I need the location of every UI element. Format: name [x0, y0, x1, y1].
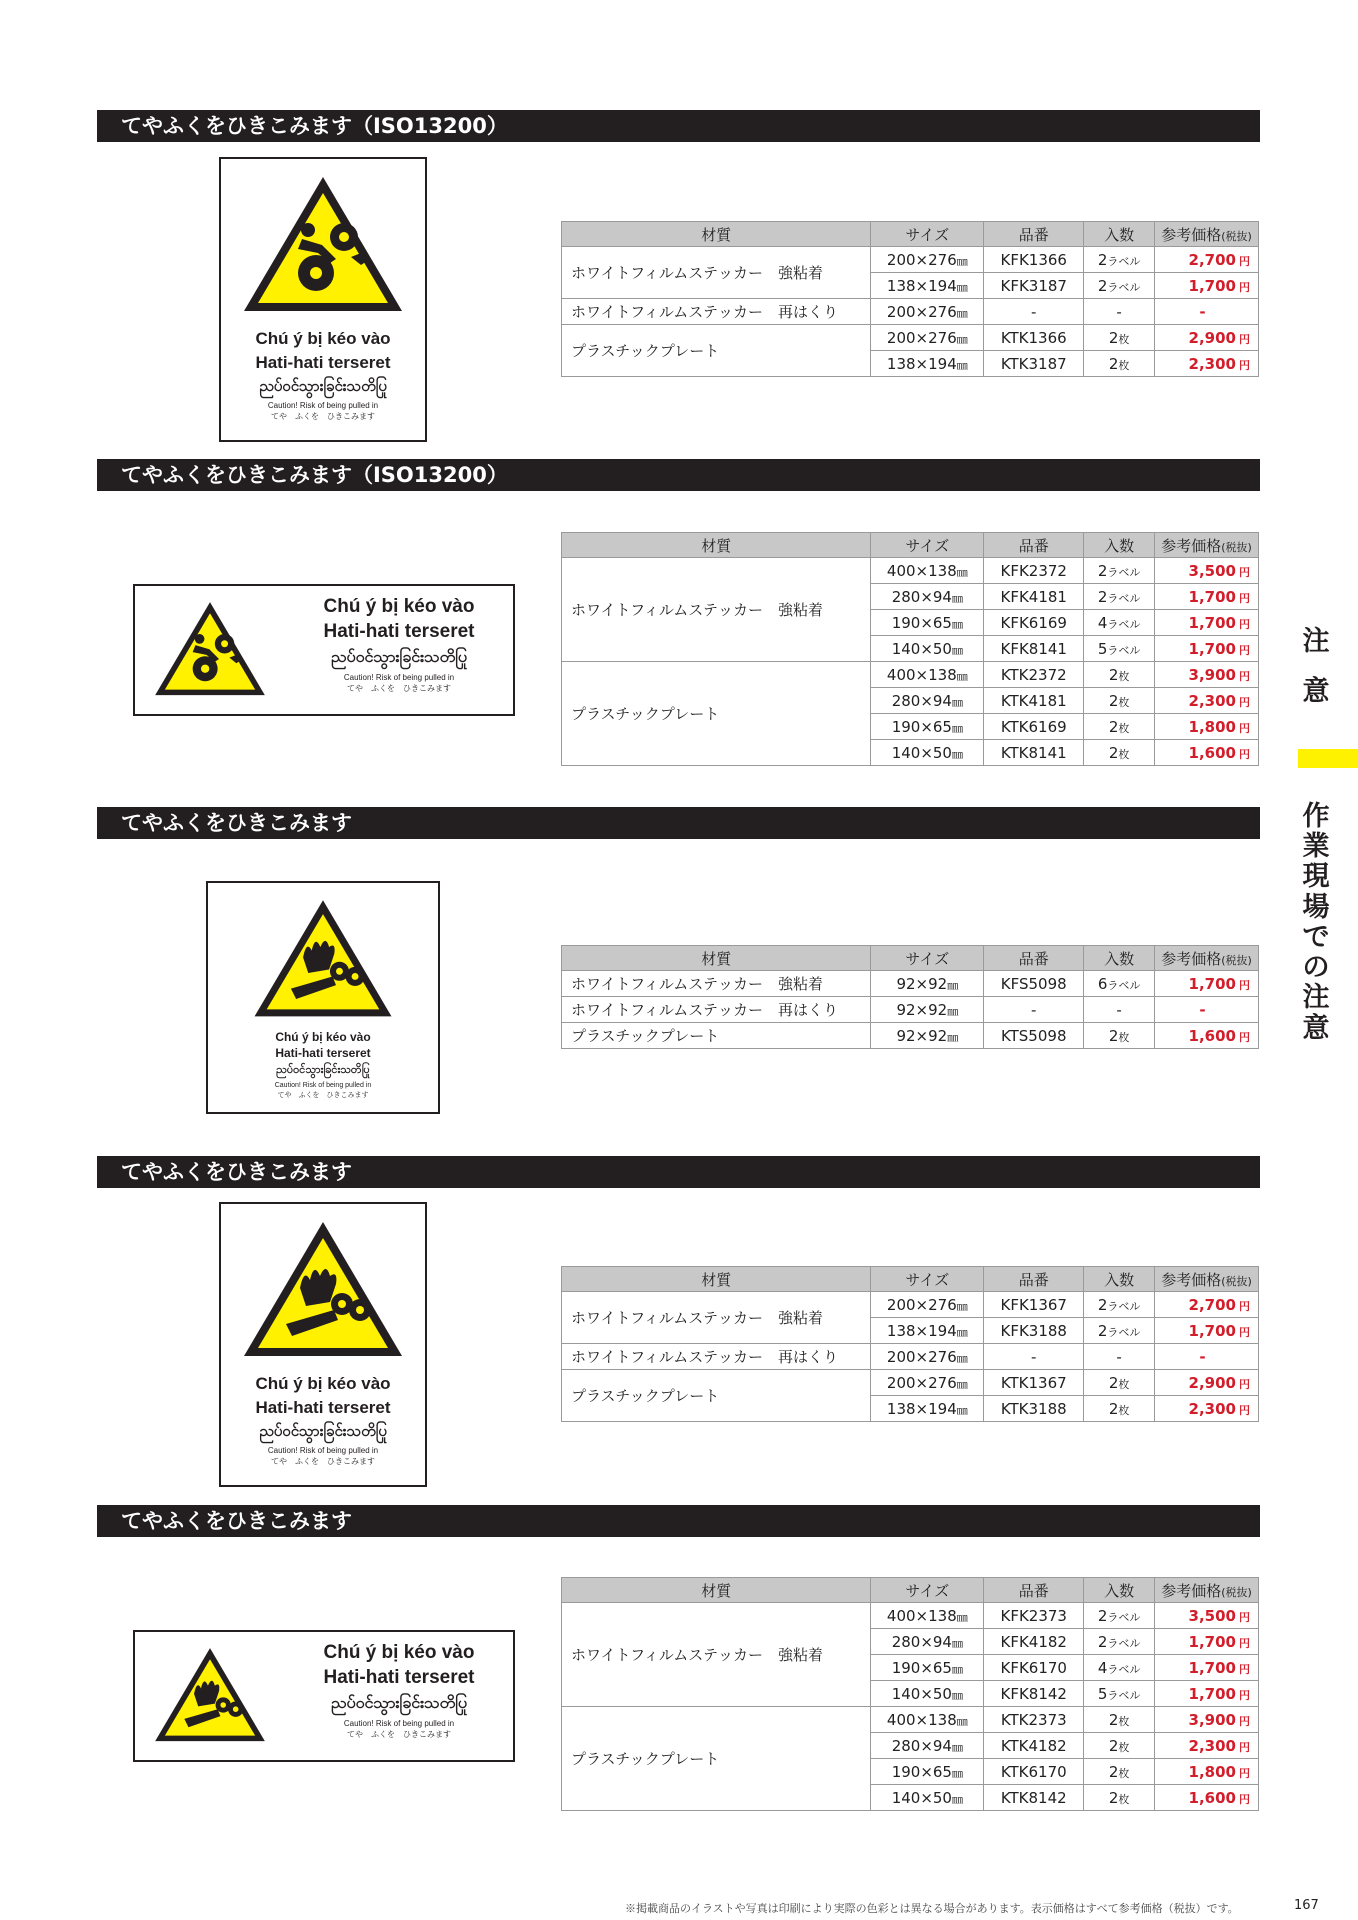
section-title: てやふくをひきこみます — [97, 807, 1260, 839]
price-cell: 2,300 円 — [1155, 351, 1259, 377]
material-cell: プラスチックプレート — [562, 325, 871, 377]
header-code: 品番 — [984, 1267, 1084, 1292]
price-cell: 1,700 円 — [1155, 1681, 1259, 1707]
code-cell: KTK6170 — [984, 1759, 1084, 1785]
size-cell: 400×138㎜ — [871, 1603, 984, 1629]
section-title: てやふくをひきこみます — [97, 1156, 1260, 1188]
warning-sign-landscape — [133, 584, 515, 716]
material-cell: ホワイトフィルムステッカー 再はくり — [562, 1344, 871, 1370]
sign-text-burmese: ညပ်ဝင်သွားခြင်းသတိပြု — [259, 378, 387, 395]
code-cell: - — [984, 997, 1084, 1023]
table-row — [562, 325, 1259, 351]
table-row — [562, 997, 1259, 1023]
qty-cell: 2ラベル — [1084, 558, 1155, 584]
table-row — [562, 1292, 1259, 1318]
header-size: サイズ — [871, 946, 984, 971]
size-cell: 280×94㎜ — [871, 1733, 984, 1759]
sign-text-indonesian: Hati-hati terseret — [323, 1667, 475, 1688]
size-cell: 280×94㎜ — [871, 1629, 984, 1655]
sign-text-burmese: ညပ်ဝင်သွားခြင်းသတိပြု — [259, 1423, 387, 1440]
price-cell: 2,700 円 — [1155, 247, 1259, 273]
header-size: サイズ — [871, 533, 984, 558]
warning-sign-portrait — [219, 1202, 427, 1487]
code-cell: KFK3187 — [984, 273, 1084, 299]
sign-text-indonesian: Hati-hati terseret — [323, 621, 475, 642]
footer-note: ※掲載商品のイラストや写真は印刷により実際の色彩とは異なる場合があります。表示価格はすべて参考価格（税抜）です。 — [625, 1902, 1239, 1915]
table-row — [562, 247, 1259, 273]
qty-cell: 4ラベル — [1084, 1655, 1155, 1681]
qty-cell: 5ラベル — [1084, 636, 1155, 662]
size-cell: 280×94㎜ — [871, 584, 984, 610]
header-price: 参考価格(税抜) — [1155, 222, 1259, 247]
size-cell: 138×194㎜ — [871, 1396, 984, 1422]
qty-cell: 2ラベル — [1084, 1318, 1155, 1344]
price-cell: 1,700 円 — [1155, 636, 1259, 662]
qty-cell: 2枚 — [1084, 662, 1155, 688]
warning-sign-portrait — [219, 157, 427, 442]
sign-text-vietnamese: Chú ý bị kéo vào — [255, 329, 391, 348]
header-code: 品番 — [984, 946, 1084, 971]
qty-cell: - — [1084, 299, 1155, 325]
size-cell: 190×65㎜ — [871, 1655, 984, 1681]
price-cell: 3,500 円 — [1155, 558, 1259, 584]
size-cell: 140×50㎜ — [871, 1681, 984, 1707]
size-cell: 400×138㎜ — [871, 1707, 984, 1733]
qty-cell: 6ラベル — [1084, 971, 1155, 997]
price-cell: 1,800 円 — [1155, 1759, 1259, 1785]
price-cell: 3,900 円 — [1155, 662, 1259, 688]
size-cell: 138×194㎜ — [871, 1318, 984, 1344]
spec-table — [561, 221, 1259, 377]
size-cell: 140×50㎜ — [871, 636, 984, 662]
table-row — [562, 1344, 1259, 1370]
size-cell: 138×194㎜ — [871, 273, 984, 299]
sign-text-english: Caution! Risk of being pulled in — [274, 1082, 372, 1089]
sign-text-vietnamese: Chú ý bị kéo vào — [255, 1374, 391, 1393]
material-cell: プラスチックプレート — [562, 1370, 871, 1422]
material-cell: プラスチックプレート — [562, 1023, 871, 1049]
header-code: 品番 — [984, 533, 1084, 558]
size-cell: 200×276㎜ — [871, 1370, 984, 1396]
sign-text-english: Caution! Risk of being pulled in — [267, 1446, 379, 1455]
size-cell: 140×50㎜ — [871, 1785, 984, 1811]
qty-cell: 2枚 — [1084, 351, 1155, 377]
header-qty: 入数 — [1084, 222, 1155, 247]
code-cell: KFK8141 — [984, 636, 1084, 662]
price-cell: 1,600 円 — [1155, 740, 1259, 766]
header-material: 材質 — [562, 946, 871, 971]
qty-cell: 2枚 — [1084, 1733, 1155, 1759]
qty-cell: 2枚 — [1084, 325, 1155, 351]
sign-text-english: Caution! Risk of being pulled in — [343, 1719, 455, 1728]
code-cell: KFK4182 — [984, 1629, 1084, 1655]
gears-body-warning-icon — [238, 171, 408, 321]
table-row — [562, 1023, 1259, 1049]
qty-cell: 5ラベル — [1084, 1681, 1155, 1707]
section-title: てやふくをひきこみます（ISO13200） — [97, 459, 1260, 491]
section-title: てやふくをひきこみます — [97, 1505, 1260, 1537]
header-qty: 入数 — [1084, 533, 1155, 558]
sign-text-indonesian: Hati-hati terseret — [275, 1046, 371, 1060]
size-cell: 92×92㎜ — [871, 971, 984, 997]
sign-text-japanese: てや ふくを ひきこみます — [347, 684, 451, 693]
size-cell: 200×276㎜ — [871, 299, 984, 325]
size-cell: 92×92㎜ — [871, 997, 984, 1023]
price-cell: 1,700 円 — [1155, 610, 1259, 636]
hand-rollers-warning-icon — [248, 895, 398, 1025]
header-qty: 入数 — [1084, 1578, 1155, 1603]
code-cell: - — [984, 299, 1084, 325]
side-accent-bar — [1298, 749, 1358, 768]
qty-cell: - — [1084, 997, 1155, 1023]
material-cell: ホワイトフィルムステッカー 強粘着 — [562, 247, 871, 299]
sign-text-vietnamese: Chú ý bị kéo vào — [275, 1030, 371, 1044]
material-cell: ホワイトフィルムステッカー 再はくり — [562, 299, 871, 325]
price-cell: 1,600 円 — [1155, 1785, 1259, 1811]
size-cell: 190×65㎜ — [871, 1759, 984, 1785]
header-code: 品番 — [984, 222, 1084, 247]
code-cell: KTK3187 — [984, 351, 1084, 377]
side-index-bottom: 作 業 現 場 で の 注 意 — [1302, 801, 1330, 1044]
qty-cell: 2枚 — [1084, 1759, 1155, 1785]
code-cell: KTK4181 — [984, 688, 1084, 714]
size-cell: 140×50㎜ — [871, 740, 984, 766]
sign-text-japanese: てや ふくを ひきこみます — [347, 1730, 451, 1739]
sign-text-japanese: てや ふくを ひきこみます — [277, 1092, 369, 1099]
price-cell: 1,700 円 — [1155, 273, 1259, 299]
header-size: サイズ — [871, 1267, 984, 1292]
size-cell: 400×138㎜ — [871, 662, 984, 688]
qty-cell: 2ラベル — [1084, 1629, 1155, 1655]
side-index-top: 注 意 — [1302, 626, 1330, 708]
hand-rollers-warning-icon — [151, 1643, 269, 1749]
table-row — [562, 1370, 1259, 1396]
table-row — [562, 558, 1259, 584]
code-cell: KTK8142 — [984, 1785, 1084, 1811]
code-cell: KTS5098 — [984, 1023, 1084, 1049]
header-material: 材質 — [562, 222, 871, 247]
material-cell: ホワイトフィルムステッカー 強粘着 — [562, 558, 871, 662]
code-cell: KTK3188 — [984, 1396, 1084, 1422]
sign-text-japanese: てや ふくを ひきこみます — [271, 412, 375, 421]
price-cell: 1,600 円 — [1155, 1023, 1259, 1049]
code-cell: KFS5098 — [984, 971, 1084, 997]
qty-cell: 2枚 — [1084, 1785, 1155, 1811]
table-row — [562, 1707, 1259, 1733]
price-cell: - — [1155, 299, 1259, 325]
table-row — [562, 299, 1259, 325]
size-cell: 200×276㎜ — [871, 1292, 984, 1318]
price-cell: 1,700 円 — [1155, 971, 1259, 997]
code-cell: KFK3188 — [984, 1318, 1084, 1344]
sign-text-burmese: ညပ်ဝင်သွားခြင်းသတိပြု — [276, 1064, 370, 1076]
table-row — [562, 1603, 1259, 1629]
section-title: てやふくをひきこみます（ISO13200） — [97, 110, 1260, 142]
header-material: 材質 — [562, 1578, 871, 1603]
qty-cell: 2枚 — [1084, 740, 1155, 766]
material-cell: プラスチックプレート — [562, 662, 871, 766]
price-cell: 1,700 円 — [1155, 1318, 1259, 1344]
qty-cell: 2枚 — [1084, 1396, 1155, 1422]
qty-cell: 2ラベル — [1084, 1292, 1155, 1318]
code-cell: KTK8141 — [984, 740, 1084, 766]
code-cell: KFK4181 — [984, 584, 1084, 610]
material-cell: ホワイトフィルムステッカー 強粘着 — [562, 1603, 871, 1707]
code-cell: KTK2372 — [984, 662, 1084, 688]
size-cell: 200×276㎜ — [871, 1344, 984, 1370]
sign-text-vietnamese: Chú ý bị kéo vào — [323, 596, 475, 617]
code-cell: KTK1366 — [984, 325, 1084, 351]
table-row — [562, 662, 1259, 688]
qty-cell: 2枚 — [1084, 1370, 1155, 1396]
size-cell: 280×94㎜ — [871, 688, 984, 714]
header-qty: 入数 — [1084, 946, 1155, 971]
qty-cell: 2枚 — [1084, 688, 1155, 714]
code-cell: KTK4182 — [984, 1733, 1084, 1759]
code-cell: KFK6169 — [984, 610, 1084, 636]
sign-text-vietnamese: Chú ý bị kéo vào — [323, 1642, 475, 1663]
price-cell: 2,700 円 — [1155, 1292, 1259, 1318]
size-cell: 200×276㎜ — [871, 325, 984, 351]
material-cell: ホワイトフィルムステッカー 強粘着 — [562, 1292, 871, 1344]
code-cell: KFK1367 — [984, 1292, 1084, 1318]
code-cell: KTK6169 — [984, 714, 1084, 740]
material-cell: ホワイトフィルムステッカー 再はくり — [562, 997, 871, 1023]
spec-table — [561, 532, 1259, 766]
price-cell: 3,500 円 — [1155, 1603, 1259, 1629]
spec-table — [561, 1577, 1259, 1811]
header-price: 参考価格(税抜) — [1155, 1267, 1259, 1292]
price-cell: 1,700 円 — [1155, 1629, 1259, 1655]
price-cell: - — [1155, 1344, 1259, 1370]
gears-body-warning-icon — [151, 597, 269, 703]
qty-cell: 2枚 — [1084, 1707, 1155, 1733]
spec-table — [561, 1266, 1259, 1422]
header-material: 材質 — [562, 533, 871, 558]
hand-rollers-warning-icon — [238, 1216, 408, 1366]
material-cell: プラスチックプレート — [562, 1707, 871, 1811]
sign-text-burmese: ညပ်ဝင်သွားခြင်းသတိပြု — [330, 1695, 468, 1712]
warning-sign-square — [206, 881, 440, 1114]
header-price: 参考価格(税抜) — [1155, 533, 1259, 558]
code-cell: - — [984, 1344, 1084, 1370]
spec-table — [561, 945, 1259, 1049]
qty-cell: 2ラベル — [1084, 1603, 1155, 1629]
price-cell: 3,900 円 — [1155, 1707, 1259, 1733]
size-cell: 400×138㎜ — [871, 558, 984, 584]
price-cell: 2,300 円 — [1155, 688, 1259, 714]
header-code: 品番 — [984, 1578, 1084, 1603]
price-cell: 1,700 円 — [1155, 584, 1259, 610]
price-cell: 2,900 円 — [1155, 1370, 1259, 1396]
code-cell: KFK6170 — [984, 1655, 1084, 1681]
header-size: サイズ — [871, 1578, 984, 1603]
sign-text-english: Caution! Risk of being pulled in — [267, 401, 379, 410]
size-cell: 190×65㎜ — [871, 610, 984, 636]
header-size: サイズ — [871, 222, 984, 247]
header-price: 参考価格(税抜) — [1155, 946, 1259, 971]
code-cell: KFK8142 — [984, 1681, 1084, 1707]
qty-cell: 2ラベル — [1084, 584, 1155, 610]
code-cell: KTK1367 — [984, 1370, 1084, 1396]
qty-cell: 2枚 — [1084, 1023, 1155, 1049]
qty-cell: - — [1084, 1344, 1155, 1370]
sign-text-indonesian: Hati-hati terseret — [255, 353, 391, 372]
header-qty: 入数 — [1084, 1267, 1155, 1292]
page-number: 167 — [1294, 1898, 1319, 1913]
header-price: 参考価格(税抜) — [1155, 1578, 1259, 1603]
sign-text-indonesian: Hati-hati terseret — [255, 1398, 391, 1417]
warning-sign-landscape — [133, 1630, 515, 1762]
price-cell: - — [1155, 997, 1259, 1023]
code-cell: KFK2372 — [984, 558, 1084, 584]
price-cell: 2,300 円 — [1155, 1396, 1259, 1422]
code-cell: KFK2373 — [984, 1603, 1084, 1629]
sign-text-english: Caution! Risk of being pulled in — [343, 673, 455, 682]
price-cell: 2,300 円 — [1155, 1733, 1259, 1759]
qty-cell: 2ラベル — [1084, 247, 1155, 273]
size-cell: 92×92㎜ — [871, 1023, 984, 1049]
qty-cell: 2ラベル — [1084, 273, 1155, 299]
size-cell: 200×276㎜ — [871, 247, 984, 273]
material-cell: ホワイトフィルムステッカー 強粘着 — [562, 971, 871, 997]
price-cell: 1,700 円 — [1155, 1655, 1259, 1681]
code-cell: KTK2373 — [984, 1707, 1084, 1733]
code-cell: KFK1366 — [984, 247, 1084, 273]
size-cell: 138×194㎜ — [871, 351, 984, 377]
table-row — [562, 971, 1259, 997]
header-material: 材質 — [562, 1267, 871, 1292]
sign-text-burmese: ညပ်ဝင်သွားခြင်းသတိပြု — [330, 649, 468, 666]
qty-cell: 2枚 — [1084, 714, 1155, 740]
qty-cell: 4ラベル — [1084, 610, 1155, 636]
size-cell: 190×65㎜ — [871, 714, 984, 740]
price-cell: 1,800 円 — [1155, 714, 1259, 740]
sign-text-japanese: てや ふくを ひきこみます — [271, 1457, 375, 1466]
price-cell: 2,900 円 — [1155, 325, 1259, 351]
